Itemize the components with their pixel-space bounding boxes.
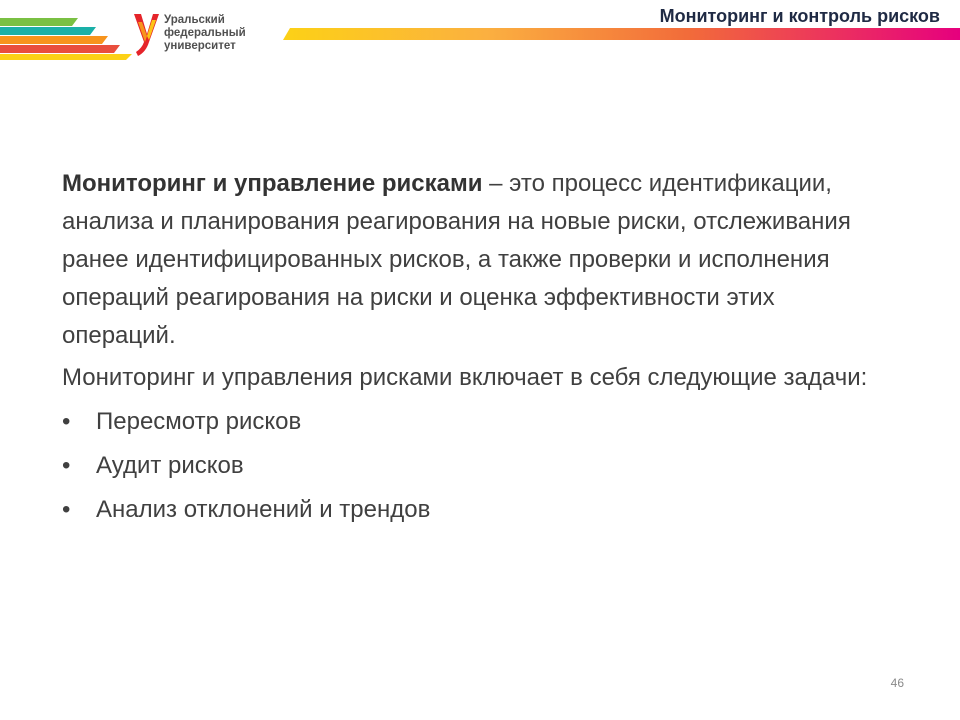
stripe-yellow	[0, 54, 132, 60]
list-item-text: Анализ отклонений и трендов	[96, 496, 431, 523]
logo-line-3: университет	[164, 40, 236, 52]
ural-u-logo-icon	[132, 12, 160, 58]
page-number: 46	[890, 676, 904, 690]
definition-paragraph	[62, 165, 892, 355]
definition-term: Мониторинг и управление рисками	[62, 170, 483, 197]
stripe-orange	[0, 36, 108, 44]
stripe-red	[0, 45, 120, 53]
bullet-icon: •	[62, 452, 71, 479]
bullet-icon: •	[62, 408, 71, 435]
list-item-text: Аудит рисков	[96, 452, 244, 479]
slide-body	[62, 165, 892, 535]
list-item	[62, 491, 892, 529]
logo-line-2: федеральный	[164, 27, 246, 39]
list-item	[62, 447, 892, 485]
logo-wordmark	[164, 14, 246, 53]
logo-line-1: Уральский	[164, 14, 225, 26]
list-item-text: Пересмотр рисков	[96, 408, 302, 435]
header	[0, 0, 960, 70]
list-item	[62, 403, 892, 441]
task-list	[62, 403, 892, 529]
bullet-icon: •	[62, 496, 71, 523]
definition-text: – это процесс идентификации, анализа и планирования реагирования на новые риски, отслеживания ранее идентифицированных рисков, а также проверки и исполнения операций реагирования на риски и оценка эффективности этих операций.	[62, 170, 851, 349]
slide-title: Мониторинг и контроль рисков	[659, 6, 940, 26]
stripe-teal	[0, 27, 96, 35]
university-logo	[132, 12, 292, 64]
intro-paragraph: Мониторинг и управления рисками включает в себя следующие задачи:	[62, 364, 868, 391]
stripe-green	[0, 18, 78, 26]
